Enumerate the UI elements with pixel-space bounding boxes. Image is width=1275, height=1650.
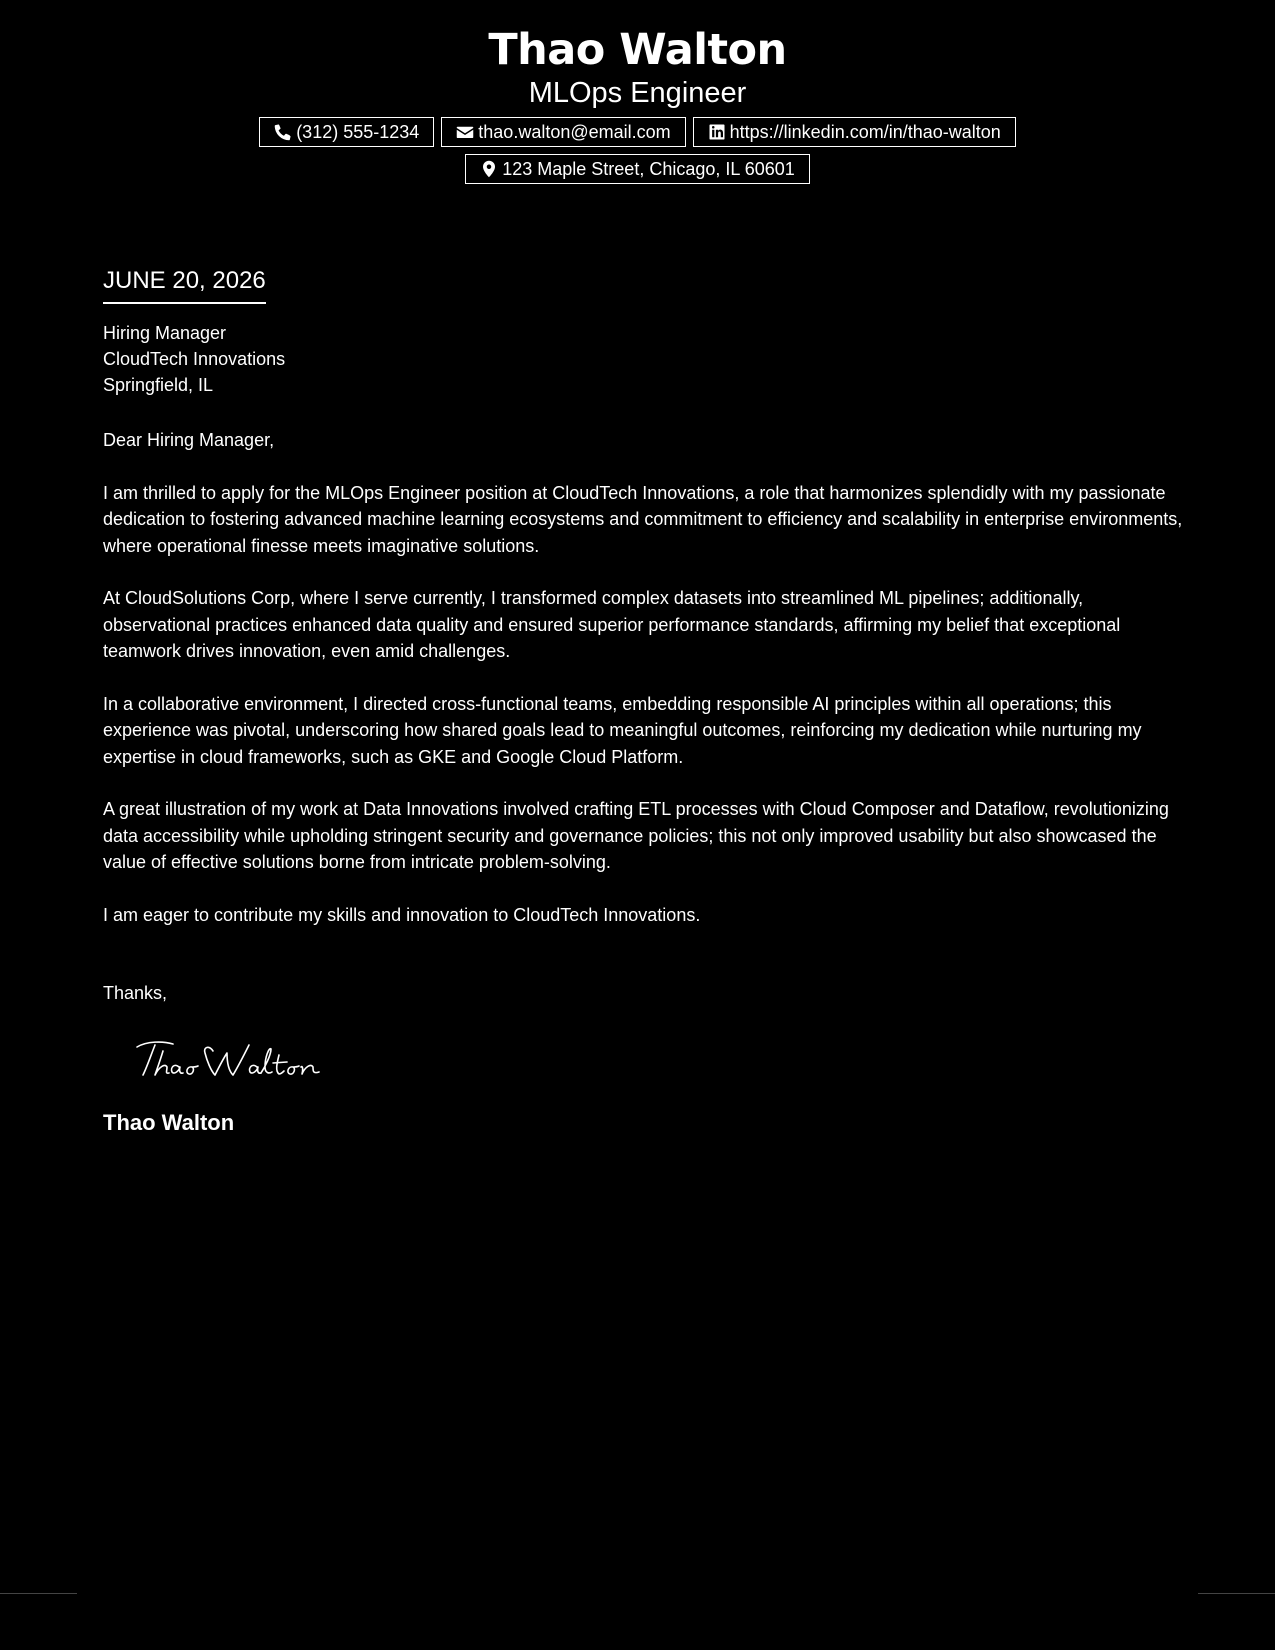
- body-paragraph: I am eager to contribute my skills and innovation to CloudTech Innovations.: [103, 904, 701, 925]
- linkedin-chip[interactable]: [693, 117, 1016, 147]
- phone-chip[interactable]: [259, 117, 434, 147]
- signer-name: Thao Walton: [103, 1109, 235, 1135]
- signature-image: [133, 1037, 343, 1083]
- footer-divider-right: [1198, 1593, 1275, 1594]
- phone-icon: [274, 123, 292, 141]
- linkedin-icon: [708, 123, 726, 141]
- contact-row-2: [0, 154, 1275, 184]
- handwritten-signature: [133, 1037, 1183, 1083]
- contact-row-1: [0, 117, 1275, 147]
- map-marker-icon: [480, 160, 498, 178]
- recipient-line: Hiring Manager: [103, 323, 227, 343]
- letter-header: [0, 0, 1275, 184]
- body-paragraph: A great illustration of my work at Data Innovations involved crafting ETL processes with Cloud Composer and Dataflow, revolutionizing data accessibility while upholding stringent security and governance policies; this not only improved usability but also showcased the value of effective solutions borne from intricate problem-solving.: [103, 799, 1169, 872]
- recipient-block: [103, 320, 1183, 398]
- recipient-line: CloudTech Innovations: [103, 349, 286, 369]
- salutation: Dear Hiring Manager,: [103, 430, 275, 450]
- letter-date: JUNE 20, 2026: [103, 264, 266, 304]
- envelope-icon: [456, 123, 474, 141]
- closing: Thanks,: [103, 983, 168, 1003]
- footer-divider-left: [0, 1593, 77, 1594]
- body-paragraph: In a collaborative environment, I directed cross-functional teams, embedding responsible AI principles within all operations; this experience was pivotal, underscoring how shared goals lead to meaningful outcomes, reinforcing my dedication while nurturing my expertise in cloud frameworks, such as GKE and Google Cloud Platform.: [103, 693, 1142, 767]
- email-text: thao.walton@email.com: [478, 122, 671, 142]
- address-chip[interactable]: [465, 154, 810, 184]
- job-title: MLOps Engineer: [528, 77, 747, 109]
- body-paragraph: At CloudSolutions Corp, where I serve currently, I transformed complex datasets into streamlined ML pipelines; additionally, observational practices enhanced data quality and ensured superior performance standards, affirming my belief that exceptional teamwork drives innovation, even amid challenges.: [103, 588, 1121, 661]
- address-text: 123 Maple Street, Chicago, IL 60601: [502, 159, 795, 179]
- letter-body: [103, 264, 1183, 1137]
- email-chip[interactable]: [441, 117, 685, 147]
- body-paragraph: I am thrilled to apply for the MLOps Engineer position at CloudTech Innovations, a role that harmonizes splendidly with my passionate dedication to fostering advanced machine learning ecosystems and commitment to efficiency and scalability in enterprise environments, where operational finesse meets imaginative solutions.: [103, 482, 1183, 556]
- linkedin-text: https://linkedin.com/in/thao-walton: [729, 122, 1001, 142]
- applicant-name: Thao Walton: [488, 25, 787, 75]
- phone-text: (312) 555-1234: [296, 122, 420, 142]
- recipient-line: Springfield, IL: [103, 375, 214, 395]
